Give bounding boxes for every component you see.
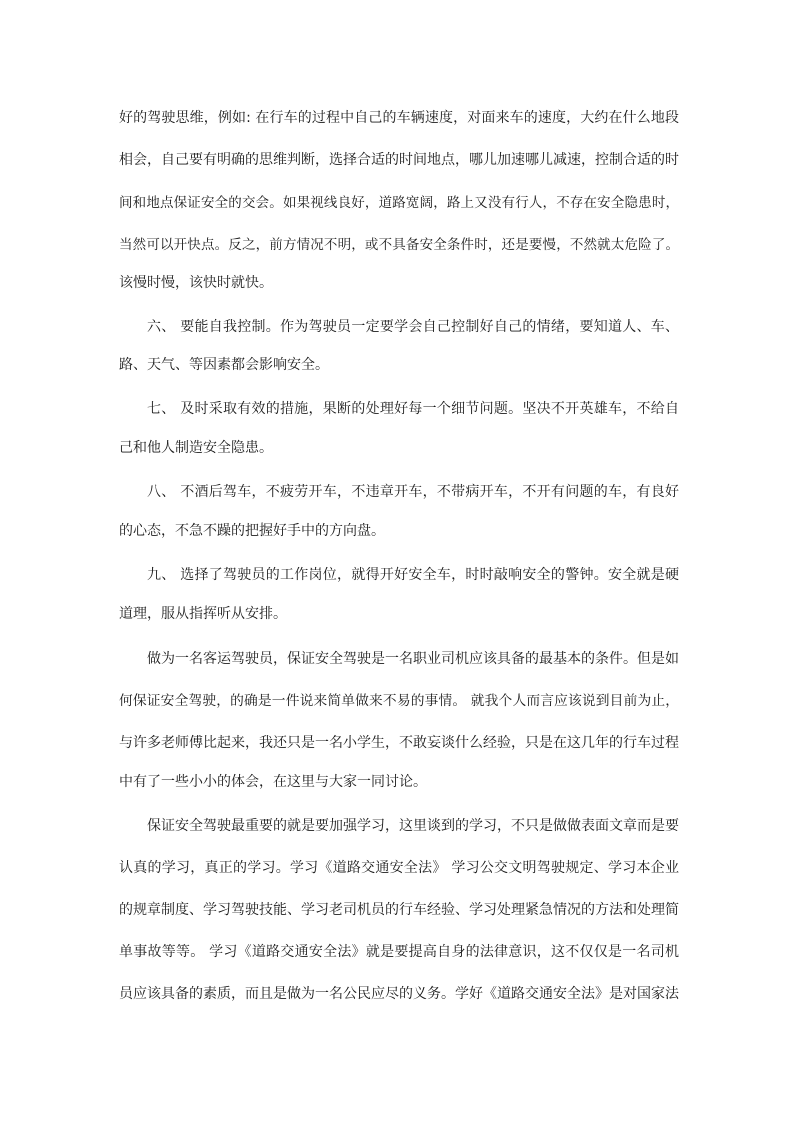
text-line: 七、 及时采取有效的措施，果断的处理好每一个细节问题。坚决不开英雄车，不给自	[147, 401, 679, 417]
text-line: 员应该具备的素质，而且是做为一名公民应尽的义务。学好《道路交通安全法》是对国家法	[119, 986, 679, 1002]
text-line: 路、天气、等因素都会影响安全。	[119, 357, 329, 373]
text-line: 保证安全驾驶最重要的就是要加强学习，这里谈到的学习，不只是做做表面文章而是要	[147, 818, 679, 834]
text-line: 中有了一些小小的体会，在这里与大家一同讨论。	[119, 774, 427, 790]
text-line: 当然可以开快点。反之，前方情况不明，或不具备安全条件时，还是要慢，不然就太危险了。	[119, 237, 679, 253]
text-line: 间和地点保证安全的交会。如果视线良好，道路宽阔，路上又没有行人，不存在安全隐患时，	[119, 195, 679, 211]
text-line: 九、 选择了驾驶员的工作岗位，就得开好安全车，时时敲响安全的警钟。安全就是硬	[147, 567, 679, 583]
text-line: 做为一名客运驾驶员，保证安全驾驶是一名职业司机应该具备的最基本的条件。但是如	[147, 651, 679, 667]
text-line: 该慢时慢，该快时就快。	[119, 275, 273, 291]
text-line: 与许多老师傅比起来，我还只是一名小学生，不敢妄谈什么经验，只是在这几年的行车过程	[119, 735, 679, 751]
text-line: 相会，自己要有明确的思维判断，选择合适的时间地点，哪儿加速哪儿减速，控制合适的时	[119, 152, 679, 168]
text-line: 己和他人制造安全隐患。	[119, 440, 273, 456]
text-line: 好的驾驶思维，例如: 在行车的过程中自己的车辆速度，对面来车的速度，大约在什么地段	[119, 110, 679, 126]
text-line: 道理，服从指挥听从安排。	[119, 606, 287, 622]
text-line: 的规章制度、学习驾驶技能、学习老司机员的行车经验、学习处理紧急情况的方法和处理简	[119, 902, 679, 918]
text-line: 认真的学习，真正的学习。学习《道路交通安全法》 学习公交文明驾驶规定、学习本企业	[119, 860, 679, 876]
text-line: 六、 要能自我控制。作为驾驶员一定要学会自己控制好自己的情绪，要知道人、车、	[147, 319, 679, 335]
text-line: 的心态，不急不躁的把握好手中的方向盘。	[119, 523, 385, 539]
text-line: 何保证安全驾驶，的确是一件说来简单做来不易的事情。 就我个人而言应该说到目前为止，	[119, 693, 679, 709]
text-line: 八、 不酒后驾车，不疲劳开车，不违章开车，不带病开车，不开有问题的车，有良好	[147, 484, 679, 500]
text-line: 单事故等等。 学习《道路交通安全法》就是要提高自身的法律意识，这不仅仅是一名司机	[119, 944, 679, 960]
